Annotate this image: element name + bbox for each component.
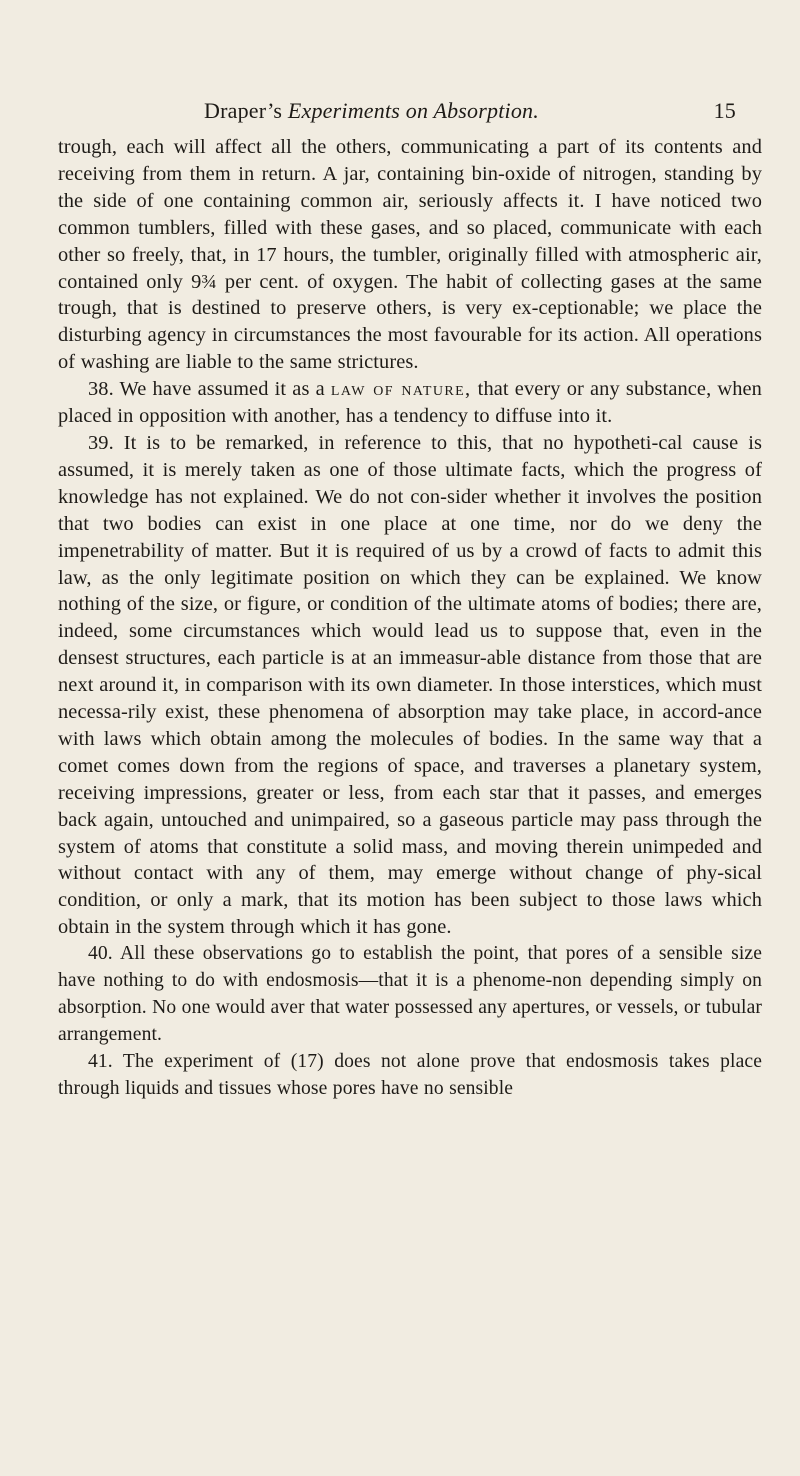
running-title-author: Draper’s: [204, 98, 288, 123]
paragraph-continuation: trough, each will affect all the others, communicating a part of its contents and receiving from them in return. A jar, containing bin-oxide of nitrogen, standing by the side of one containing common air, seriously affects it. I have noticed two common tumblers, filled with these gases, and so placed, communicate with each other so freely, that, in 17 hours, the tumbler, originally filled with atmospheric air, contained only 9¾ per cent. of oxygen. The habit of collecting gases at the same trough, that is destined to preserve others, is very ex-ceptionable; we place the disturbing agency in circumstances the most favourable for its action. All operations of washing are liable to the same strictures.: [58, 136, 762, 374]
paragraph-40: 40. All these observations go to establish the point, that pores of a sensible size have nothing to do with endosmosis—that it is a phenome-non depending simply on absorption. No one would aver that water possessed any apertures, or vessels, or tubular arrangement.: [58, 943, 762, 1045]
running-head: [58, 94, 762, 134]
paragraph-41: 41. The experiment of (17) does not alone prove that endosmosis takes place through liquids and tissues whose pores have no sensible: [58, 1050, 762, 1099]
paragraph-38: [58, 376, 762, 430]
running-title: [204, 98, 539, 124]
page-number: 15: [713, 98, 736, 123]
paragraph-39: 39. It is to be remarked, in reference to this, that no hypotheti-cal cause is assumed, it is merely taken as one of those ultimate facts, which the progress of knowledge has not explained. We do not con-sider whether it involves the position that two bodies can exist in one place at one time, nor do we deny the impenetrability of matter. But it is required of us by a crowd of facts to admit this law, as the only legitimate position on which they can be explained. We know nothing of the size, or figure, or condition of the ultimate atoms of bodies; there are, indeed, some circumstances which would lead us to suppose that, even in the densest structures, each particle is at an immeasur-able distance from those that are next around it, in comparison with its own diameter. In those interstices, which must necessa-rily exist, these phenomena of absorption may take place, in accord-ance with laws which obtain among the molecules of bodies. In the same way that a comet comes down from the regions of space, and traverses a planetary system, receiving impressions, greater or less, from each star that it passes, and emerges back again, untouched and unimpaired, so a gaseous particle may pass through the system of atoms that constitute a solid mass, and moving therein unimpeded and without contact with any of them, may emerge without change of phy-sical condition, or only a mark, that its motion has been subject to those laws which obtain in the system through which it has gone.: [58, 431, 762, 939]
law-of-nature-emphasis: law of nature,: [330, 378, 472, 401]
paragraph-38-text-start: 38. We have assumed it as a: [88, 378, 331, 401]
book-page: [0, 94, 800, 1476]
body-text: [58, 134, 762, 1103]
paragraph-38-text-end: that every or any substance, when placed in opposition with another, has a tendency to diffuse into it.: [58, 378, 762, 428]
running-title-italic: Experiments on Absorption.: [287, 98, 539, 123]
